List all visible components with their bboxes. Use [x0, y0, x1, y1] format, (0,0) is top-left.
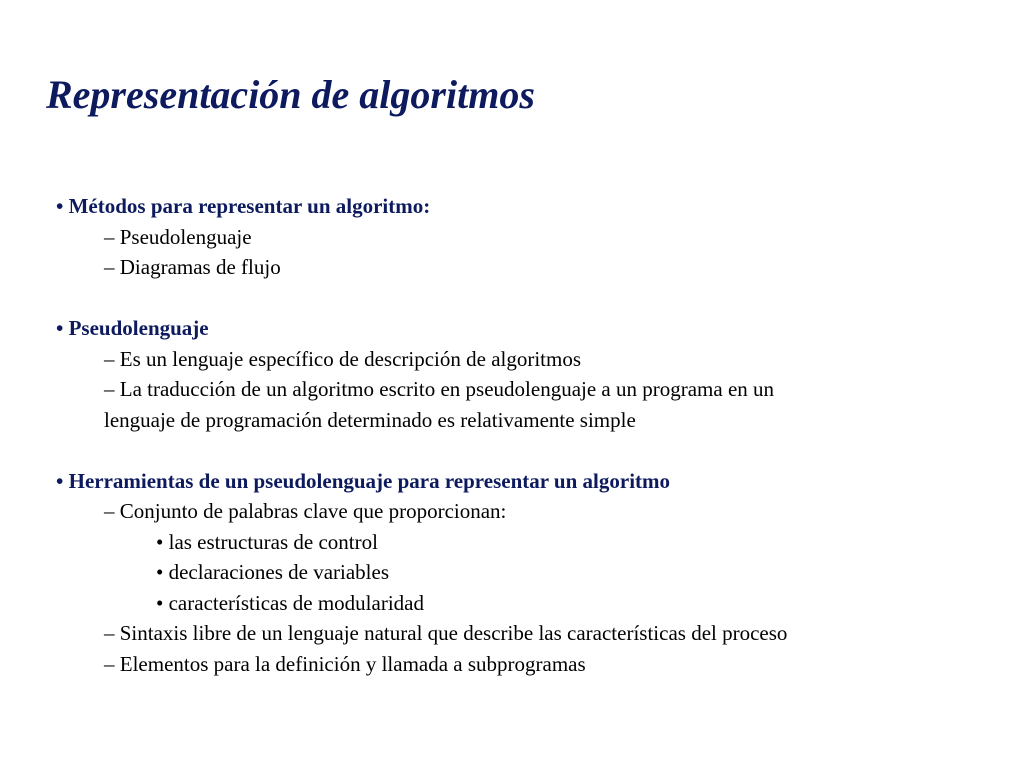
section-heading: • Métodos para representar un algoritmo:: [56, 194, 431, 218]
spacer: [56, 435, 996, 466]
slide-content: [56, 191, 996, 679]
sub-list-item: • las estructuras de control: [156, 529, 378, 554]
slide-title: Representación de algoritmos: [46, 72, 535, 117]
section-heading-text: Métodos para representar un algoritmo:: [68, 194, 431, 218]
section-heading-text: Pseudolenguaje: [68, 316, 209, 340]
sub-list-item: • características de modularidad: [156, 590, 424, 615]
section-heading-text: Herramientas de un pseudolenguaje para representar un algoritmo: [68, 468, 671, 493]
sub-list-item: • declaraciones de variables: [156, 560, 389, 584]
list-item: – Elementos para la definición y llamada a subprogramas: [104, 651, 586, 676]
section-heading: • Herramientas de un pseudolenguaje para representar un algoritmo: [56, 468, 671, 493]
spacer: [56, 283, 996, 314]
list-item-continuation: lenguaje de programación determinado es relativamente simple: [104, 407, 636, 432]
section-heading: • Pseudolenguaje: [56, 316, 209, 340]
list-item: – Conjunto de palabras clave que proporcionan:: [104, 499, 507, 523]
list-item: – La traducción de un algoritmo escrito en pseudolenguaje a un programa en un: [104, 377, 775, 401]
list-item: – Sintaxis libre de un lenguaje natural que describe las características del proceso: [104, 621, 788, 645]
list-item: – Pseudolenguaje: [104, 224, 252, 249]
list-item: – Es un lenguaje específico de descripción de algoritmos: [104, 346, 582, 371]
list-item: – Diagramas de flujo: [104, 255, 281, 279]
